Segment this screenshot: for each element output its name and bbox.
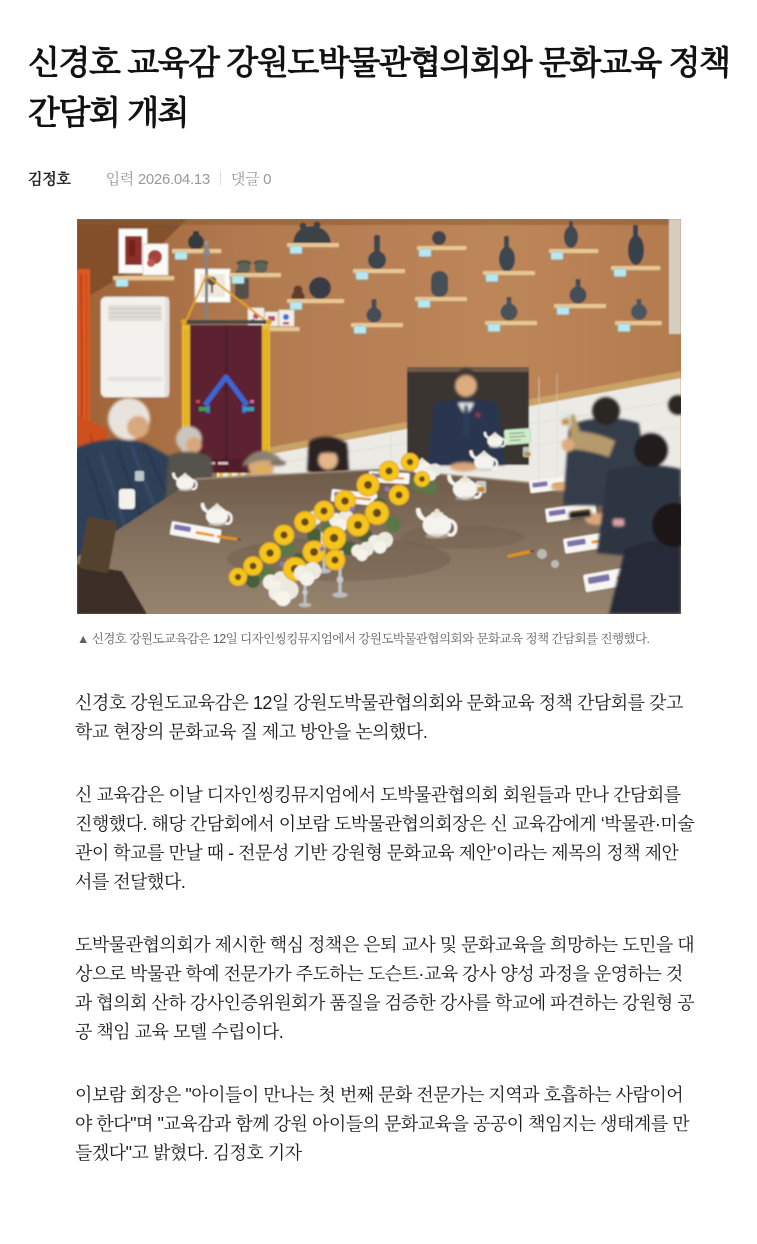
body-paragraph: 이보람 회장은 "아이들이 만나는 첫 번째 문화 전문가는 지역과 호흡하는 사람이어야 한다"며 "교육감과 함께 강원 아이들의 문화교육을 공공이 책임지는 생태계를 만들겠다"고 밝혔다. 김정호 기자 [75,1085,690,1163]
body-paragraph: 신경호 강원도교육감은 12일 강원도박물관협의회와 문화교육 정책 간담회를 갖고 학교 현장의 문화교육 질 제고 방안을 논의했다. [75,693,683,742]
publish-date: 입력 2026.04.13 [105,170,210,188]
body-paragraph: 신 교육감은 이날 디자인씽킹뮤지엄에서 도박물관협의회 회원들과 만나 간담회를 진행했다. 해당 간담회에서 이보람 도박물관협의회장은 신 교육감에게 ‘박물관·미술관이 학교를 만날 때 - 전문성 기반 강원형 문화교육 제안’이라는 제목의 정책 제안서를 전달했다. [75,785,695,892]
byline-divider [220,171,221,185]
air-conditioner [101,297,169,397]
wall-pillar [669,219,681,334]
comment-count[interactable]: 댓글 0 [230,170,272,188]
byline [28,168,729,188]
article-body [75,689,695,1168]
article-figure [77,219,697,648]
photo-caption: ▲ 신경호 강원도교육감은 12일 디자인씽킹뮤지엄에서 강원도박물관협의회와 문화교육 정책 간담회를 진행했다. [77,632,650,646]
meeting-photo-illustration [77,219,681,614]
green-name-card [504,428,531,445]
article-page [0,38,757,1244]
page-title: 신경호 교육감 강원도박물관협의회와 문화교육 정책 간담회 개최 [28,44,730,131]
meeting-photo [77,219,681,614]
author-name: 김정호 [28,170,71,188]
official-center [407,367,529,472]
body-paragraph: 도박물관협의회가 제시한 핵심 정책은 은퇴 교사 및 문화교육을 희망하는 도민을 대상으로 박물관 학예 전문가가 주도하는 도슨트·교육 강사 양성 과정을 운영하는 것과 협의회 산하 강사인증위원회가 품질을 검증한 강사를 학교에 파견하는 강원형 공공 책임 교육 모델 수립이다. [75,935,695,1042]
